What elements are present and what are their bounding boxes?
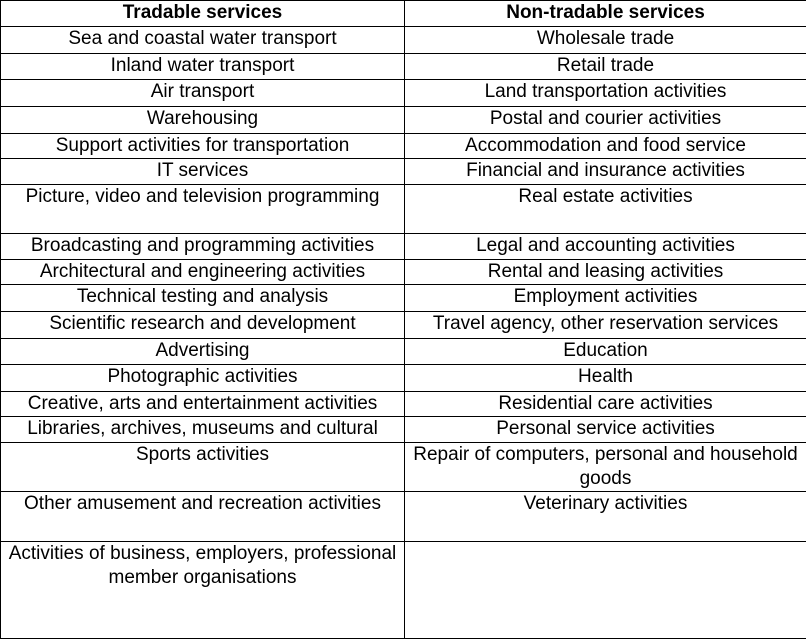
non-tradable-cell: Education <box>405 339 806 364</box>
table-row <box>1 259 806 284</box>
table-row <box>1 234 806 259</box>
tradable-cell: Photographic activities <box>1 364 405 391</box>
table-row <box>1 284 806 311</box>
tradable-cell: Support activities for transportation <box>1 134 405 159</box>
tradable-cell: Libraries, archives, museums and cultural <box>1 417 405 442</box>
header-tradable: Tradable services <box>1 1 405 27</box>
header-row <box>1 1 806 27</box>
tradable-cell: Scientific research and development <box>1 312 405 339</box>
table-row <box>1 417 806 442</box>
table-row <box>1 339 806 364</box>
tradable-cell: Advertising <box>1 339 405 364</box>
header-non-tradable: Non-tradable services <box>405 1 806 27</box>
table-row <box>1 79 806 106</box>
table-row <box>1 184 806 234</box>
non-tradable-cell: Financial and insurance activities <box>405 159 806 184</box>
table-row <box>1 492 806 542</box>
tradable-cell: Activities of business, employers, professional member organisations <box>1 541 405 638</box>
non-tradable-cell: Residential care activities <box>405 392 806 417</box>
tradable-cell: Air transport <box>1 79 405 106</box>
table-row <box>1 312 806 339</box>
tradable-cell: Other amusement and recreation activities <box>1 492 405 542</box>
tradable-cell: Picture, video and television programming <box>1 184 405 234</box>
tradable-cell: Warehousing <box>1 106 405 133</box>
table-row <box>1 392 806 417</box>
non-tradable-cell: Veterinary activities <box>405 492 806 542</box>
tradable-cell: Technical testing and analysis <box>1 284 405 311</box>
non-tradable-cell: Employment activities <box>405 284 806 311</box>
non-tradable-cell: Personal service activities <box>405 417 806 442</box>
non-tradable-cell: Land transportation activities <box>405 79 806 106</box>
non-tradable-cell <box>405 541 806 638</box>
tradable-cell: Broadcasting and programming activities <box>1 234 405 259</box>
table-row <box>1 159 806 184</box>
table-row <box>1 442 806 492</box>
tradable-cell: Creative, arts and entertainment activities <box>1 392 405 417</box>
non-tradable-cell: Legal and accounting activities <box>405 234 806 259</box>
non-tradable-cell: Real estate activities <box>405 184 806 234</box>
table-row <box>1 364 806 391</box>
non-tradable-cell: Retail trade <box>405 54 806 79</box>
non-tradable-cell: Repair of computers, personal and household goods <box>405 442 806 492</box>
non-tradable-cell: Rental and leasing activities <box>405 259 806 284</box>
tradable-cell: Sea and coastal water transport <box>1 27 405 54</box>
non-tradable-cell: Postal and courier activities <box>405 106 806 133</box>
table-row <box>1 54 806 79</box>
table-row <box>1 134 806 159</box>
table-row <box>1 106 806 133</box>
non-tradable-cell: Travel agency, other reservation services <box>405 312 806 339</box>
non-tradable-cell: Accommodation and food service <box>405 134 806 159</box>
tradable-cell: Inland water transport <box>1 54 405 79</box>
non-tradable-cell: Wholesale trade <box>405 27 806 54</box>
table-row <box>1 541 806 638</box>
tradable-cell: Architectural and engineering activities <box>1 259 405 284</box>
tradable-cell: Sports activities <box>1 442 405 492</box>
non-tradable-cell: Health <box>405 364 806 391</box>
tradable-cell: IT services <box>1 159 405 184</box>
table-row <box>1 27 806 54</box>
